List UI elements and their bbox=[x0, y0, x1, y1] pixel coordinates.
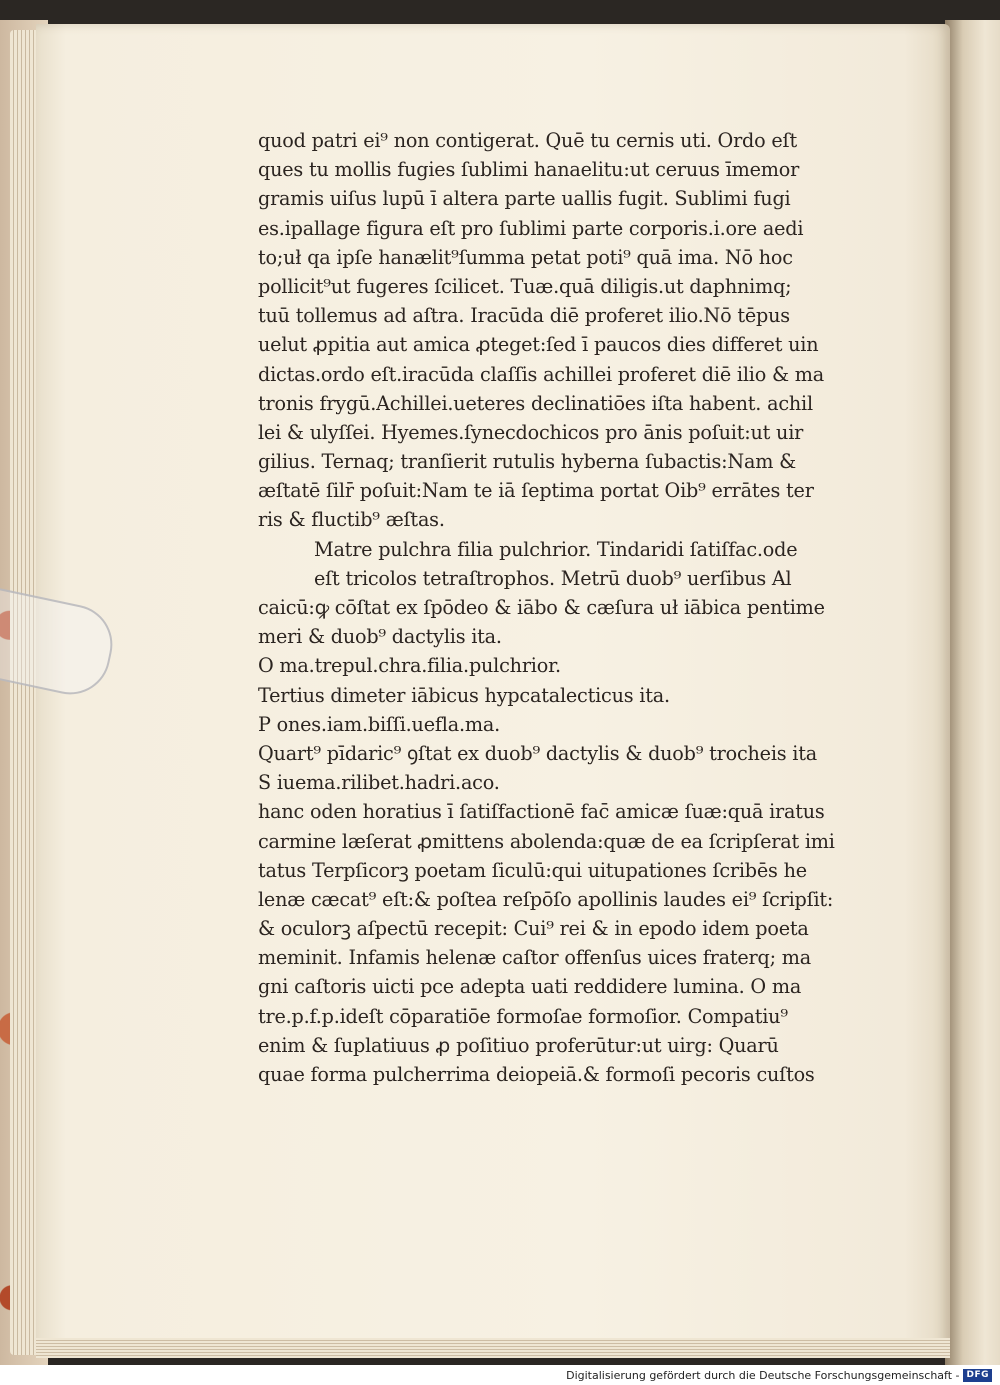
text-line: ris & fluctib⁹ æſtas. bbox=[258, 508, 445, 532]
page-stack-bottom bbox=[36, 1338, 950, 1358]
text-line: tatus Terpſicorꝫ poetam ſiculū:qui uitupationes ſcribēs he bbox=[258, 858, 807, 882]
scan-background bbox=[0, 0, 1000, 24]
text-line: gilius. Ternaq; tranſierit rutulis hyberna ſubactis:Nam & bbox=[258, 450, 796, 474]
text-line: & oculorꝫ aſpectū recepit: Cui⁹ rei & in epodo idem poeta bbox=[258, 917, 809, 941]
text-line: Quart⁹ pīdaric⁹ ꝯſtat ex duob⁹ dactylis & duob⁹ trocheis ita bbox=[258, 741, 817, 765]
text-line: S iuema.rilibet.hadri.aco. bbox=[258, 771, 500, 795]
text-line: gni caſtoris uicti pce adepta uati reddidere lumina. O ma bbox=[258, 975, 802, 999]
text-line: hanc oden horatius ī ſatiſfactionē fac̄ amicæ ſuæ:quā iratus bbox=[258, 800, 825, 824]
text-line: P ones.iam.biſſi.uefla.ma. bbox=[258, 712, 500, 736]
text-line: quod patri ei⁹ non contigerat. Quē tu cernis uti. Ordo eſt bbox=[258, 129, 797, 152]
text-line: tre.p.f.p.ideſt cōparatiōe formoſae formoſior. Compatiu⁹ bbox=[258, 1004, 788, 1028]
text-line: tronis frygū.Achillei.ueteres declinatiōes iſta habent. achil bbox=[258, 391, 813, 415]
text-line: to;uł qa ipſe hanælit⁹ſumma petat poti⁹ quā ima. Nō hoc bbox=[258, 245, 793, 269]
text-line: eſt tricolos tetraſtrophos. Metrū duob⁹ uerſibus Al bbox=[314, 566, 792, 590]
text-line: meminit. Infamis helenæ caſtor offenſus uices fraterq; ma bbox=[258, 946, 812, 970]
text-line: Matre pulchra filia pulchrior. Tindaridi ſatiſfac.ode bbox=[314, 537, 798, 561]
text-line: ques tu mollis fugies ſublimi hanaelitu:ut ceruus īmemor bbox=[258, 158, 800, 182]
facing-page-edge bbox=[945, 20, 1000, 1365]
text-line: quae forma pulcherrima deiopeiā.& formoſi pecoris cuſtos bbox=[258, 1063, 815, 1086]
text-line: dictas.ordo eſt.iracūda claſſis achillei proferet diē ilio & ma bbox=[258, 362, 824, 386]
text-line: pollicit⁹ut fugeres ſcilicet. Tuæ.quā diligis.ut daphnimq; bbox=[258, 274, 792, 298]
text-line: gramis uiſus lupū ī altera parte uallis fugit. Sublimi fugi bbox=[258, 187, 791, 211]
text-line: Tertius dimeter iābicus hypcatalecticus ita. bbox=[258, 683, 670, 707]
text-line: meri & duob⁹ dactylis ita. bbox=[258, 625, 502, 649]
digitization-footer bbox=[0, 1365, 1000, 1385]
footer-credit: Digitalisierung gefördert durch die Deutsche Forschungsgemeinschaft - bbox=[566, 1368, 960, 1382]
text-line: uelut ꝓpitia aut amica ꝓteget:ſed ī paucos dies differet uin bbox=[258, 333, 819, 357]
text-line: O ma.trepul.chra.filia.pulchrior. bbox=[258, 654, 561, 678]
text-line: æſtatē ſilr̄ poſuit:Nam te iā ſeptima portat Oib⁹ errātes ter bbox=[258, 479, 814, 503]
text-line: caicū:ꝙ cōſtat ex ſpōdeo & iābo & cæſura uł iābica pentime bbox=[258, 596, 825, 619]
dfg-logo: DFG bbox=[963, 1369, 992, 1382]
text-line: tuū tollemus ad aſtra. Iracūda diē proferet ilio.Nō tēpus bbox=[258, 304, 790, 328]
text-line: es.ipallage figura eſt pro ſublimi parte corporis.i.ore aedi bbox=[258, 216, 804, 240]
text-line: carmine læſerat ꝓmittens abolenda:quæ de ea ſcripſerat imi bbox=[258, 829, 835, 853]
text-line: lenæ cæcat⁹ eſt:& poſtea reſpōſo apollinis laudes ei⁹ ſcripſit: bbox=[258, 887, 834, 911]
text-line: lei & ulyſſei. Hyemes.ſynecdochicos pro ānis poſuit:ut uir bbox=[258, 420, 804, 444]
printed-text bbox=[258, 126, 838, 1089]
text-line: enim & ſuplatiuus ꝓ poſitiuo proferūtur:ut uirg: Quarū bbox=[258, 1033, 779, 1057]
